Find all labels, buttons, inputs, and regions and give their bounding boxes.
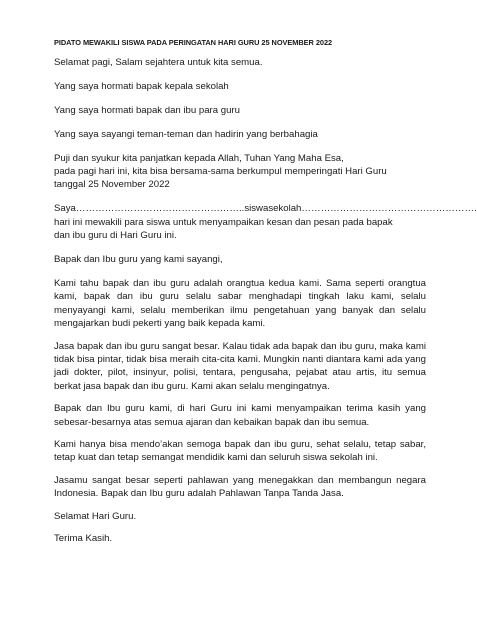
- gratitude-paragraph: [54, 152, 426, 192]
- sekolah-word: sekolah: [268, 203, 302, 215]
- respect-teachers-line: Yang saya hormati bapak dan ibu para guru: [54, 104, 240, 116]
- greeting-line: Selamat pagi, Salam sejahtera untuk kita semua.: [54, 57, 263, 68]
- document-title: PIDATO MEWAKILI SISWA PADA PERINGATAN HARI GURU 25 NOVEMBER 2022: [54, 38, 333, 47]
- body-paragraph-3: Bapak dan Ibu guru kami, di hari Guru ini kami menyampaikan terima kasih yang sebesar-besarnya atas semua ajaran dan kebaikan bapak dan ibu semua.: [54, 403, 426, 428]
- introduction-line-1: [54, 202, 477, 215]
- gratitude-line-2: pada pagi hari ini, kita bisa bersama-sama berkumpul memperingati Hari Guru: [54, 166, 387, 178]
- introduction-line-2: hari ini mewakili para siswa untuk menyampaikan kesan dan pesan pada bapak: [54, 216, 393, 228]
- closing-line-2: Terima Kasih.: [54, 533, 113, 545]
- closing-line-1: Selamat Hari Guru.: [54, 510, 137, 522]
- document-page: [54, 38, 477, 545]
- body-paragraph-2: Jasa bapak dan ibu guru sangat besar. Kalau tidak ada bapak dan ibu guru, maka kami tidak bisa pintar, tidak bisa meraih cita-cita kami. Mungkin nanti diantara kami ada yang jadi dokter, pilot, insinyur, polisi, tentara, pengusaha, pejabat atau artis, itu semua berkat jasa bapak dan ibu guru. Kami akan selalu mengingatnya.: [54, 340, 426, 392]
- body-paragraph-1: Kami tahu bapak dan ibu guru adalah orangtua kedua kami. Sama seperti orangtua kami, bapak dan ibu guru selalu sabar menghadapi tingkah laku kami, selalu menyayangi kami, selalu memberikan ilmu pengetahuan yang banyak dan selalu mengajarkan budi pekerti yang baik kepada kami.: [54, 277, 426, 330]
- school-placeholder-dots: ……………………………………………….: [301, 203, 477, 215]
- respect-principal-line: Yang saya hormati bapak kepala sekolah: [54, 80, 229, 92]
- body-paragraph-5: Jasamu sangat besar seperti pahlawan yang menegakkan dan membangun negara Indonesia. Bapak dan Ibu guru adalah Pahlawan Tanpa Tanda Jasa.: [54, 474, 426, 500]
- introduction-line-3: dan ibu guru di Hari Guru ini.: [54, 230, 177, 242]
- name-placeholder-dots: ……………………………………………..siswa: [75, 203, 269, 215]
- introduction-paragraph: [54, 202, 477, 242]
- gratitude-line-1: Puji dan syukur kita panjatkan kepada Allah, Tuhan Yang Maha Esa,: [54, 152, 344, 164]
- gratitude-line-3: tanggal 25 November 2022: [54, 179, 170, 191]
- body-paragraph-4: Kami hanya bisa mendo’akan semoga bapak dan ibu guru, sehat selalu, tetap sabar, tetap kuat dan tetap semangat mendidik kami dan seluruh siswa sekolah ini.: [54, 439, 426, 464]
- salutation-line: Bapak dan Ibu guru yang kami sayangi,: [54, 254, 223, 266]
- siswa-word: siswa: [244, 203, 269, 215]
- saya-word: Saya: [54, 203, 76, 215]
- respect-friends-line: Yang saya sayangi teman-teman dan hadirin yang berbahagia: [54, 128, 318, 140]
